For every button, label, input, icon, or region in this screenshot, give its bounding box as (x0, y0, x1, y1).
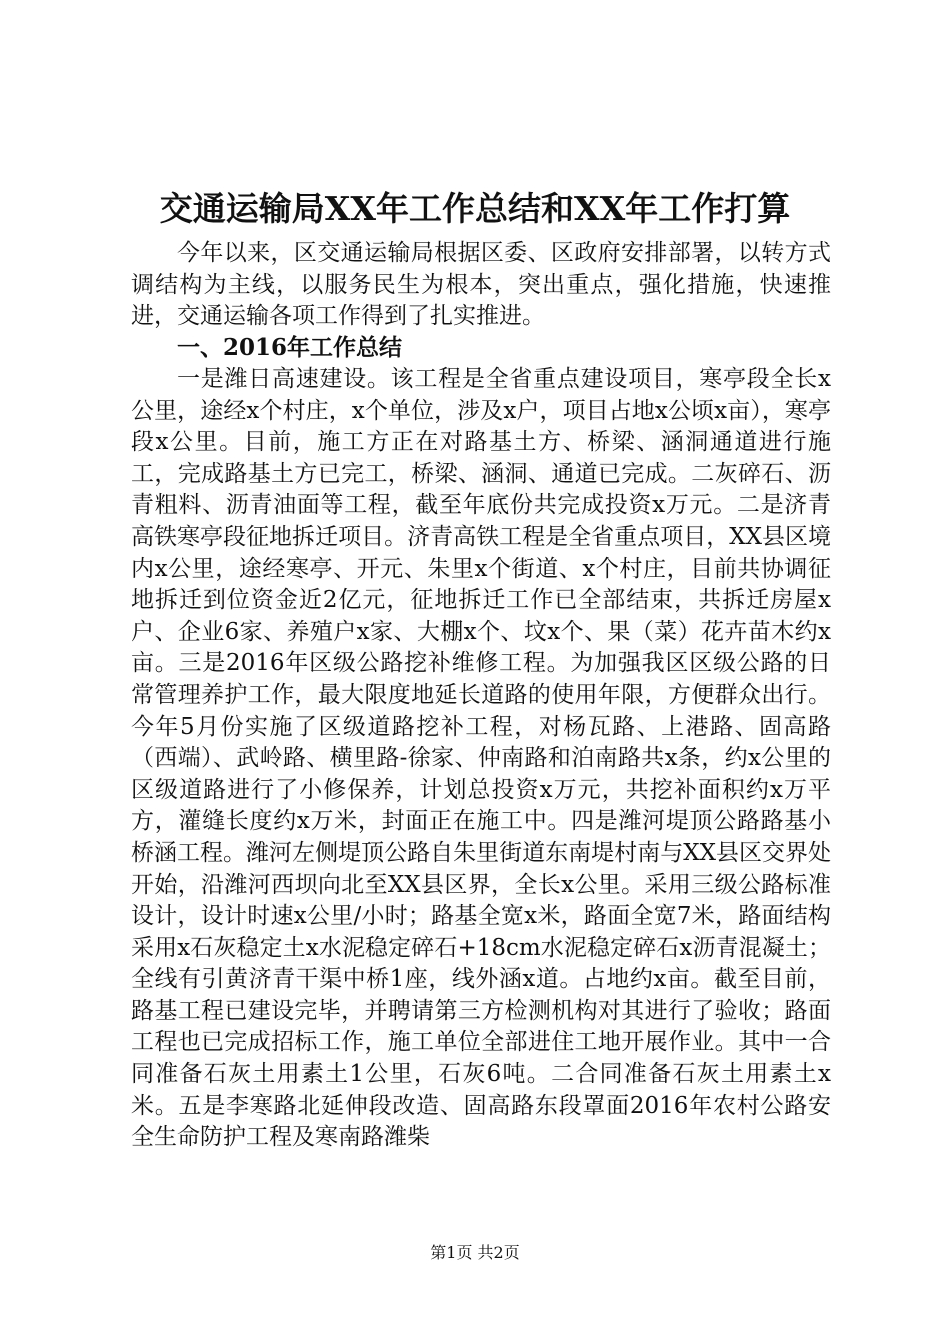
intro-paragraph: 今年以来，区交通运输局根据区委、区政府安排部署，以转方式调结构为主线，以服务民生为根本，突出重点，强化措施，快速推进，交通运输各项工作得到了扎实推进。 (131, 240, 831, 330)
section-heading: 一、2016年工作总结 (177, 334, 403, 361)
main-paragraph: 一是潍日高速建设。该工程是全省重点建设项目，寒亭段全长x公里，途经x个村庄，x个单位，涉及x户，项目占地x公顷x亩），寒亭段x公里。目前，施工方正在对路基土方、桥梁、涵洞通道进行施工，完成路基土方已完工，桥梁、涵洞、通道已完成。二灰碎石、沥青粗料、沥青油面等工程，截至年底份共完成投资x万元。二是济青高铁寒亭段征地拆迁项目。济青高铁工程是全省重点项目，XX县区境内x公里，途经寒亭、开元、朱里x个街道、x个村庄，目前共协调征地拆迁到位资金近2亿元，征地拆迁工作已全部结束，共拆迁房屋x户、企业6家、养殖户x家、大棚x个、坟x个、果（菜）花卉苗木约x亩。三是2016年区级公路挖补维修工程。为加强我区区级公路的日常管理养护工作，最大限度地延长道路的使用年限，方便群众出行。今年5月份实施了区级道路挖补工程，对杨瓦路、上港路、固高路（西端）、武岭路、横里路-徐家、仲南路和泊南路共x条，约x公里的区级道路进行了小修保养，计划总投资x万元，共挖补面积约x万平方，灌缝长度约x万米，封面正在施工中。四是潍河堤顶公路路基小桥涵工程。潍河左侧堤顶公路自朱里街道东南堤村南与XX县区交界处开始，沿潍河西坝向北至XX县区界，全长x公里。采用三级公路标准设计，设计时速x公里/小时；路基全宽x米，路面全宽7米，路面结构采用x石灰稳定土x水泥稳定碎石+18cm水泥稳定碎石x沥青混凝土；全线有引黄济青干渠中桥1座，线外涵x道。占地约x亩。截至目前，路基工程已建设完毕，并聘请第三方检测机构对其进行了验收；路面工程也已完成招标工作，施工单位全部进住工地开展作业。其中一合同准备石灰土用素土1公里，石灰6吨。二合同准备石灰土用素土x米。五是李寒路北延伸段改造、固高路东段罩面2016年农村公路安全生命防护工程及寒南路潍柴 (131, 366, 831, 1151)
page-footer: 第1页 共2页 (430, 1243, 520, 1262)
document-title: 交通运输局XX年工作总结和XX年工作打算 (159, 189, 791, 228)
